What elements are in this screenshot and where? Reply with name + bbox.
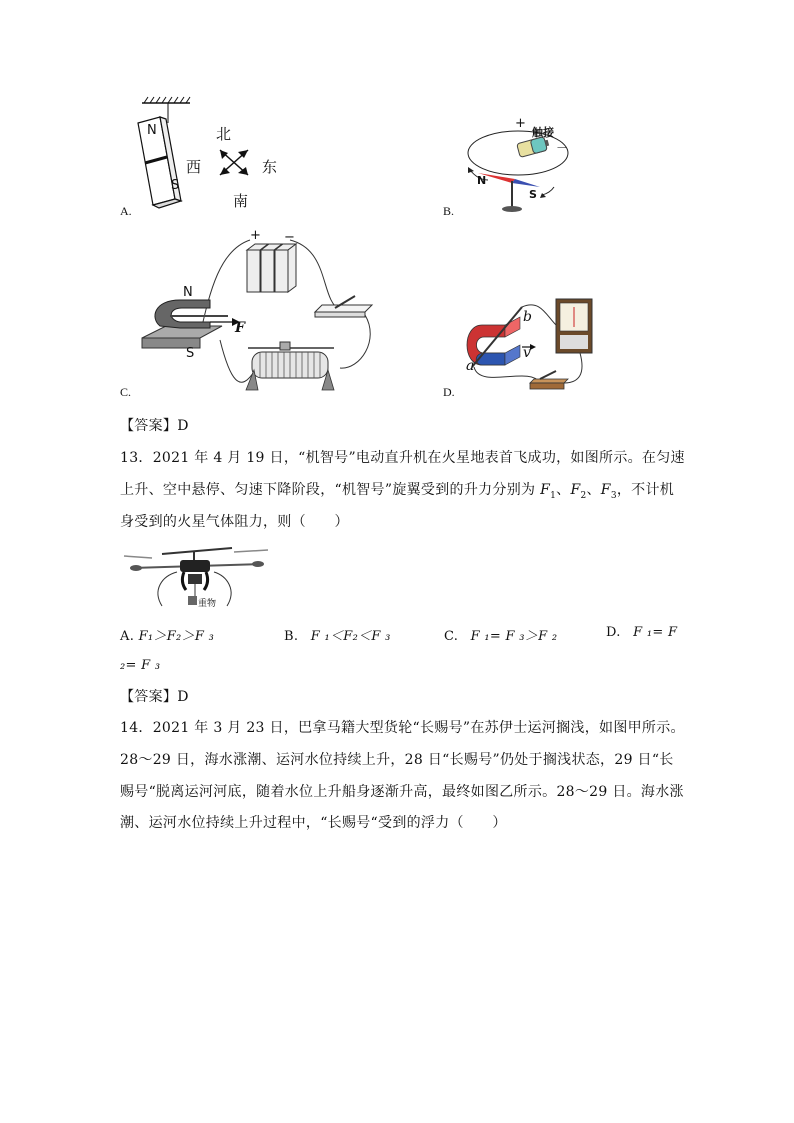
fig-b-contact: 触接 [532,126,554,139]
figure-c-diagram [140,230,380,398]
fig-b-needle-n: N [477,174,487,187]
fig-b-plus: + [515,116,526,131]
q13-f2: F [570,482,581,498]
fig-a-south: 南 [233,192,249,210]
q14-line2: 28～29 日，海水涨潮、运河水位持续上升，28 日“长赐号”仍处于搁浅状态，29 日“长 [120,752,674,768]
q13-option-b [284,625,391,644]
fig-d-a: a [466,358,475,374]
q13-f1: F [540,482,551,498]
fig-c-label: C. [120,385,132,399]
q13-f3: F [600,482,611,498]
q13-f1-sub: 1 [550,490,557,501]
fig-c-plus: + [250,228,261,243]
q13-option-a-text: F₁＞F₂＞F ₃ [138,629,215,644]
fig-a-magnet-n: N [147,123,157,138]
fig-a-magnet-s: S [171,178,180,193]
fig-b-minus: － [556,141,569,155]
fig-a-north: 北 [216,125,232,143]
q13-option-d-cont: ₂= F ₃ [120,658,161,673]
q13-sep1: 、 [556,482,571,498]
q14-line1: 14．2021 年 3 月 23 日，巴拿马籍大型货轮“长赐号”在苏伊士运河搁浅，如图甲所示。 [120,720,685,736]
q13-option-c-label: C. [444,629,459,644]
q13-option-b-text: F ₁＜F₂＜F ₃ [310,629,391,644]
drone-cargo-label: 重物 [198,599,217,609]
fig-d-label: D. [443,385,455,399]
q13-option-b-label: B. [284,629,299,644]
fig-a-west: 西 [186,158,202,176]
q13-line1: 13．2021 年 4 月 19 日，“机智号”电动直升机在火星地表首飞成功，如图所示。在匀速 [120,450,685,466]
q13-f2-sub: 2 [580,490,587,501]
q13-option-d-label: D. [606,625,621,640]
fig-a-east: 东 [262,158,278,176]
fig-c-force: F [235,320,245,336]
fig-b-needle-s: S [529,188,537,201]
q13-line2-end: ，不计机 [616,482,675,498]
fig-c-minus: − [284,230,295,245]
q13-line2 [120,479,674,501]
answer-13: 【答案】D [120,689,189,705]
q13-option-d-text: F ₁= F [633,625,678,640]
fig-a-label: A. [120,204,132,218]
fig-c-magnet-n: N [183,285,193,300]
drone-figure [122,540,272,615]
q13-line3: 身受到的火星气体阻力，则（ ） [120,514,349,530]
q13-option-d [606,625,677,640]
fig-b-label: B. [443,204,455,218]
q13-line2-text: 上升、空中悬停、匀速下降阶段，“机智号”旋翼受到的升力分别为 [120,482,541,498]
fig-c-magnet-s: S [186,346,195,361]
q13-option-a [120,625,214,644]
q13-f3-sub: 3 [610,490,617,501]
q14-line4: 潮、运河水位持续上升过程中，“长赐号“受到的浮力（ ） [120,815,507,831]
fig-d-b: b [523,309,532,325]
fig-d-v: v [523,345,531,361]
q13-option-a-label: A. [120,629,135,644]
q13-option-c [444,625,557,644]
q13-option-c-text: F ₁= F ₃＞F ₂ [470,629,558,644]
q13-sep2: 、 [586,482,601,498]
q14-line3: 赐号“脱离运河河底，随着水位上升船身逐渐升高，最终如图乙所示。28～29 日。海水涨 [120,784,684,800]
answer-12: 【答案】D [120,418,189,434]
